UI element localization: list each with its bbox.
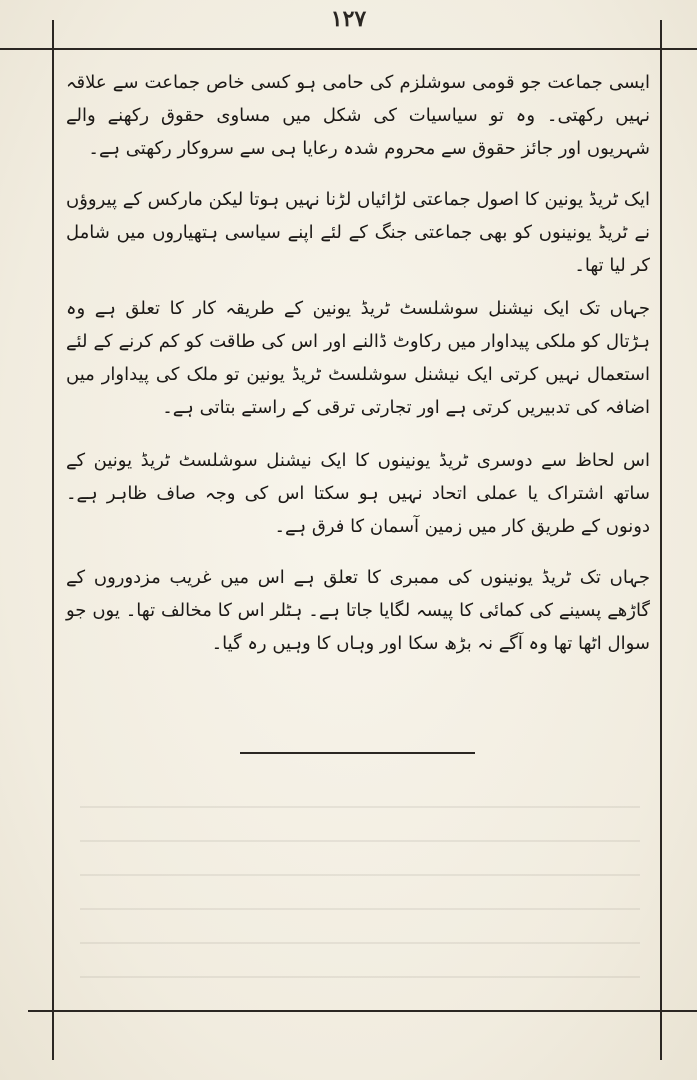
header-rule xyxy=(0,48,697,50)
footer-rule xyxy=(28,1010,697,1012)
page-number: ۱۲۷ xyxy=(330,6,367,32)
paragraph: ایسی جماعت جو قومی سوشلزم کی حامی ہو کسی خاص جماعت سے علاقہ نہیں رکھتی۔ وہ تو سیاسیات کی شکل میں مساوی حقوق رکھنے والے شہریوں اور جائز حقوق سے محروم شدہ رعایا ہی سے سروکار رکھتی ہے۔ xyxy=(66,72,650,159)
page-text xyxy=(66,66,650,668)
paragraph: جہاں تک ٹریڈ یونینوں کی ممبری کا تعلق ہے اس میں غریب مزدوروں کے گاڑھے پسینے کی کمائی کا پیسہ لگایا جاتا ہے۔ ہٹلر اس کا مخالف تھا۔ یوں جو سوال اٹھا تھا وہ آگے نہ بڑھ سکا اور وہاں کا وہیں رہ گیا۔ xyxy=(66,567,650,654)
paragraph: جہاں تک ایک نیشنل سوشلسٹ ٹریڈ یونین کے طریقہ کار کا تعلق ہے وہ ہڑتال کو ملکی پیداوار میں رکاوٹ ڈالنے اور اس کی طاقت کو کم کرنے کے لئے استعمال نہیں کرتی ایک نیشنل سوشلسٹ ٹریڈ یونین تو ملک کی پیداوار میں اضافہ کی تدبیریں کرتی ہے اور تجارتی ترقی کے راستے بتاتی ہے۔ xyxy=(66,298,650,418)
paragraph: اس لحاظ سے دوسری ٹریڈ یونینوں کا ایک نیشنل سوشلسٹ ٹریڈ یونین کے ساتھ اشتراک یا عملی اتحاد نہیں ہو سکتا اس کی وجہ صاف ظاہر ہے۔ دونوں کے طریق کار میں زمین آسمان کا فرق ہے۔ xyxy=(66,450,650,537)
paragraph: ایک ٹریڈ یونین کا اصول جماعتی لڑائیاں لڑنا نہیں ہوتا لیکن مارکس کے پیروؤں نے ٹریڈ یونینوں کو بھی جماعتی جنگ کے لئے اپنے سیاسی ہتھیاروں میں شامل کر لیا تھا۔ xyxy=(66,189,650,276)
left-margin-rule xyxy=(52,20,54,1060)
show-through-texture xyxy=(80,780,640,980)
right-margin-rule xyxy=(660,20,662,1060)
section-end-rule xyxy=(240,752,475,754)
